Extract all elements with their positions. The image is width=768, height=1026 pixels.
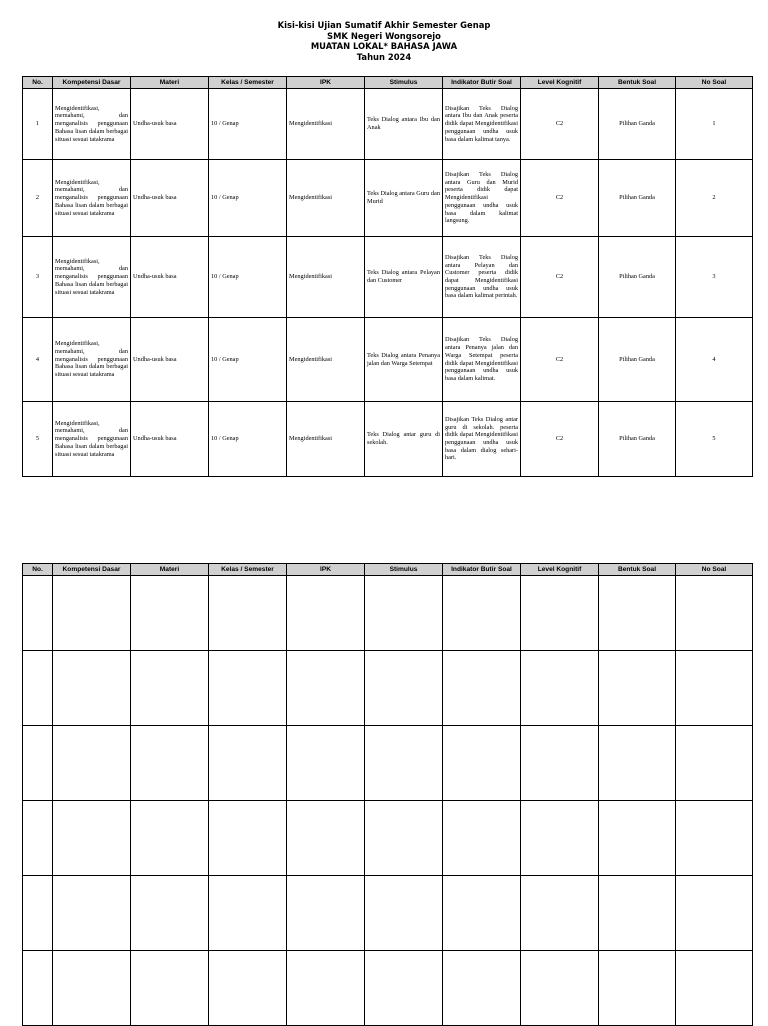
empty-cell <box>209 951 287 1026</box>
col-header-ipk: IPK <box>287 77 365 89</box>
empty-cell <box>599 651 676 726</box>
cell-no: 5 <box>23 402 53 477</box>
cell-kd: Mengidentifikasi, memahami, dan menganalisis penggunaan Bahasa lisan dalam berbagai situasi sesuai tatakrama <box>53 237 131 318</box>
cell-materi: Undha-usuk basa <box>131 318 209 402</box>
empty-cell <box>443 576 521 651</box>
cell-stimulus: Teks Dialog antara Pelayan dan Customer <box>365 237 443 318</box>
empty-cell <box>443 726 521 801</box>
empty-cell <box>676 801 753 876</box>
cell-kelas: 10 / Genap <box>209 237 287 318</box>
cell-level: C2 <box>521 237 599 318</box>
empty-cell <box>599 876 676 951</box>
empty-cell <box>443 801 521 876</box>
empty-cell <box>209 726 287 801</box>
cell-bentuk: Pilihan Ganda <box>599 160 676 237</box>
empty-cell <box>365 801 443 876</box>
col-header-kd: Kompetensi Dasar <box>53 77 131 89</box>
empty-cell <box>53 726 131 801</box>
empty-cell <box>209 651 287 726</box>
empty-cell <box>287 801 365 876</box>
col-header-ipk: IPK <box>287 564 365 576</box>
empty-cell <box>365 876 443 951</box>
cell-kelas: 10 / Genap <box>209 160 287 237</box>
empty-table-body <box>23 576 753 1026</box>
cell-materi: Undha-usuk basa <box>131 160 209 237</box>
cell-indikator: Disajikan Teks Dialog antara Ibu dan Anak peserta didik dapat Mengidentifikasi penggunaan undha usuk basa dalam kalimat tanya. <box>443 89 521 160</box>
empty-cell <box>131 651 209 726</box>
empty-cell <box>209 576 287 651</box>
cell-materi: Undha-usuk basa <box>131 402 209 477</box>
cell-bentuk: Pilihan Ganda <box>599 237 676 318</box>
empty-table-row <box>23 651 753 726</box>
cell-nosoal: 5 <box>676 402 753 477</box>
table-row <box>23 402 753 477</box>
cell-ipk: Mengidentifikasi <box>287 89 365 160</box>
empty-cell <box>521 801 599 876</box>
cell-kd: Mengidentifikasi, memahami, dan menganalisis penggunaan Bahasa lisan dalam berbagai situasi sesuai tatakrama <box>53 402 131 477</box>
document-header <box>0 20 768 62</box>
cell-kd: Mengidentifikasi, memahami, dan menganalisis penggunaan Bahasa lisan dalam berbagai situasi sesuai tatakrama <box>53 318 131 402</box>
cell-nosoal: 3 <box>676 237 753 318</box>
col-header-bentuk: Bentuk Soal <box>599 77 676 89</box>
empty-cell <box>443 951 521 1026</box>
cell-stimulus: Teks Dialog antara Ibu dan Anak <box>365 89 443 160</box>
empty-table-row <box>23 801 753 876</box>
cell-kelas: 10 / Genap <box>209 402 287 477</box>
empty-cell <box>53 576 131 651</box>
empty-table-row <box>23 951 753 1026</box>
empty-cell <box>676 951 753 1026</box>
cell-nosoal: 2 <box>676 160 753 237</box>
empty-cell <box>365 726 443 801</box>
empty-cell <box>23 951 53 1026</box>
col-header-nosoal: No Soal <box>676 77 753 89</box>
cell-nosoal: 4 <box>676 318 753 402</box>
cell-kd: Mengidentifikasi, memahami, dan menganalisis penggunaan Bahasa lisan dalam berbagai situasi sesuai tatakrama <box>53 160 131 237</box>
cell-indikator: Disajikan Teks Dialog antara Guru dan Murid peserta didik dapat Mengidentifikasi penggunaan undha usuk basa dalam kalimat langsung. <box>443 160 521 237</box>
col-header-materi: Materi <box>131 564 209 576</box>
empty-cell <box>676 651 753 726</box>
empty-cell <box>521 876 599 951</box>
empty-cell <box>53 876 131 951</box>
cell-level: C2 <box>521 318 599 402</box>
empty-cell <box>131 576 209 651</box>
col-header-stimulus: Stimulus <box>365 77 443 89</box>
cell-stimulus: Teks Dialog antara Guru dan Murid <box>365 160 443 237</box>
empty-cell <box>599 951 676 1026</box>
col-header-kelas: Kelas / Semester <box>209 564 287 576</box>
col-header-indikator: Indikator Butir Soal <box>443 77 521 89</box>
cell-no: 1 <box>23 89 53 160</box>
cell-level: C2 <box>521 89 599 160</box>
empty-cell <box>53 801 131 876</box>
empty-cell <box>287 651 365 726</box>
table-row <box>23 160 753 237</box>
empty-cell <box>23 801 53 876</box>
doc-title: Kisi-kisi Ujian Sumatif Akhir Semester Genap <box>277 20 491 30</box>
empty-cell <box>521 951 599 1026</box>
empty-cell <box>365 951 443 1026</box>
col-header-kelas: Kelas / Semester <box>209 77 287 89</box>
empty-cell <box>131 876 209 951</box>
col-header-bentuk: Bentuk Soal <box>599 564 676 576</box>
cell-bentuk: Pilihan Ganda <box>599 402 676 477</box>
empty-cell <box>599 801 676 876</box>
empty-cell <box>365 651 443 726</box>
table-row <box>23 89 753 160</box>
cell-bentuk: Pilihan Ganda <box>599 89 676 160</box>
empty-cell <box>131 726 209 801</box>
school-name: SMK Negeri Wongsorejo <box>327 30 441 41</box>
cell-bentuk: Pilihan Ganda <box>599 318 676 402</box>
cell-materi: Undha-usuk basa <box>131 237 209 318</box>
table-header-row <box>23 77 753 89</box>
cell-no: 3 <box>23 237 53 318</box>
cell-indikator: Disajikan Teks Dialog antara Penanya jalan dan Warga Setempat peserta didik dapat Mengidentifikasi penggunaan undha usuk basa dalam kalimat. <box>443 318 521 402</box>
col-header-kd: Kompetensi Dasar <box>53 564 131 576</box>
empty-cell <box>676 726 753 801</box>
empty-cell <box>23 576 53 651</box>
empty-cell <box>521 726 599 801</box>
col-header-materi: Materi <box>131 77 209 89</box>
cell-no: 2 <box>23 160 53 237</box>
cell-level: C2 <box>521 160 599 237</box>
cell-ipk: Mengidentifikasi <box>287 237 365 318</box>
col-header-level: Level Kognitif <box>521 564 599 576</box>
empty-table-row <box>23 576 753 651</box>
empty-table-row <box>23 726 753 801</box>
empty-cell <box>599 726 676 801</box>
empty-cell <box>287 576 365 651</box>
empty-cell <box>287 951 365 1026</box>
table-row <box>23 237 753 318</box>
empty-cell <box>365 576 443 651</box>
empty-cell <box>287 726 365 801</box>
cell-stimulus: Teks Dialog antara Penanya jalan dan Warga Setempat <box>365 318 443 402</box>
col-header-level: Level Kognitif <box>521 77 599 89</box>
year-label: Tahun 2024 <box>356 51 412 62</box>
empty-cell <box>209 801 287 876</box>
empty-cell <box>131 951 209 1026</box>
cell-materi: Undha-usuk basa <box>131 89 209 160</box>
col-header-no: No. <box>23 564 53 576</box>
empty-table-row <box>23 876 753 951</box>
empty-cell <box>521 651 599 726</box>
col-header-stimulus: Stimulus <box>365 564 443 576</box>
empty-cell <box>676 876 753 951</box>
cell-indikator: Disajikan Teks Dialog antara Pelayan dan Customer peserta didik dapat Mengidentifikasi penggunaan undha usuk basa dalam kalimat perintah. <box>443 237 521 318</box>
empty-cell <box>53 651 131 726</box>
empty-cell <box>23 876 53 951</box>
empty-cell <box>599 576 676 651</box>
cell-nosoal: 1 <box>676 89 753 160</box>
empty-cell <box>209 876 287 951</box>
cell-level: C2 <box>521 402 599 477</box>
cell-kd: Mengidentifikasi, memahami, dan menganalisis penggunaan Bahasa lisan dalam berbagai situasi sesuai tatakrama <box>53 89 131 160</box>
subject-name: MUATAN LOKAL* BAHASA JAWA <box>310 41 458 51</box>
col-header-nosoal: No Soal <box>676 564 753 576</box>
empty-cell <box>521 576 599 651</box>
empty-cell <box>443 876 521 951</box>
empty-cell <box>287 876 365 951</box>
empty-cell <box>53 951 131 1026</box>
cell-ipk: Mengidentifikasi <box>287 402 365 477</box>
col-header-no: No. <box>23 77 53 89</box>
empty-cell <box>676 576 753 651</box>
empty-kisi-kisi-table <box>22 563 753 1026</box>
cell-ipk: Mengidentifikasi <box>287 160 365 237</box>
table-header-row <box>23 564 753 576</box>
empty-cell <box>23 651 53 726</box>
table-row <box>23 318 753 402</box>
cell-indikator: Disajikan Teks Dialog antar guru di sekolah. peserta didik dapat Mengidentifikasi penggunaan undha usuk basa dalam dialog sehari-hari. <box>443 402 521 477</box>
cell-kelas: 10 / Genap <box>209 318 287 402</box>
cell-kelas: 10 / Genap <box>209 89 287 160</box>
kisi-kisi-table <box>22 76 753 477</box>
empty-cell <box>23 726 53 801</box>
empty-cell <box>443 651 521 726</box>
empty-cell <box>131 801 209 876</box>
cell-ipk: Mengidentifikasi <box>287 318 365 402</box>
cell-stimulus: Teks Dialog antar guru di sekolah. <box>365 402 443 477</box>
col-header-indikator: Indikator Butir Soal <box>443 564 521 576</box>
cell-no: 4 <box>23 318 53 402</box>
